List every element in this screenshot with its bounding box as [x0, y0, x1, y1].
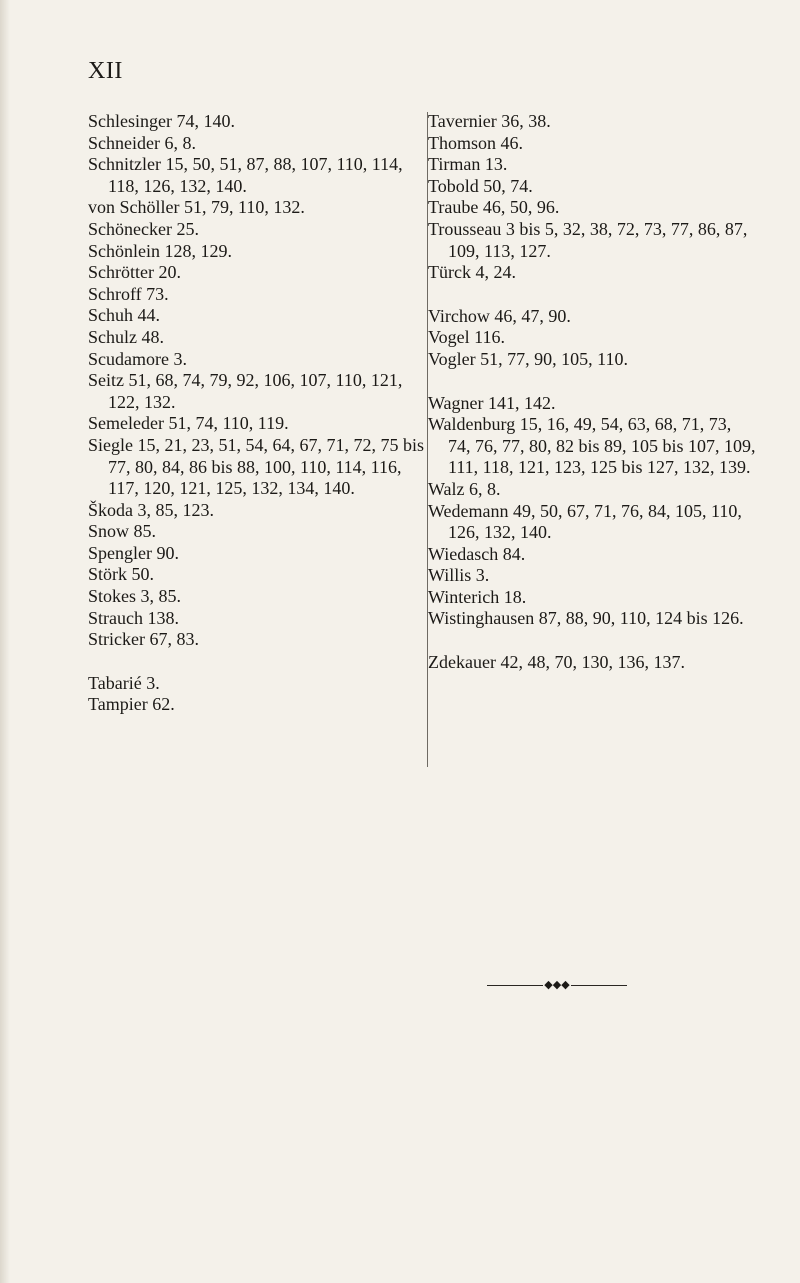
index-entry: Tampier 62.: [88, 694, 175, 715]
index-entry: Škoda 3, 85, 123.: [88, 499, 214, 520]
index-entry: Virchow 46, 47, 90.: [428, 305, 571, 326]
index-entry: Zdekauer 42, 48, 70, 130, 136, 137.: [428, 652, 685, 673]
index-column-right: [428, 111, 758, 674]
index-column-left: [88, 111, 424, 716]
index-entry: Stricker 67, 83.: [88, 629, 199, 650]
index-entry: Schneider 6, 8.: [88, 132, 196, 153]
index-entry: Strauch 138.: [88, 607, 179, 628]
index-entry: Traube 46, 50, 96.: [428, 197, 560, 218]
index-entry: Walz 6, 8.: [428, 478, 501, 499]
ornament-rule-right: [571, 985, 627, 986]
index-entry: Tavernier 36, 38.: [428, 111, 551, 131]
index-entry: Vogel 116.: [428, 327, 506, 348]
index-entry: Spengler 90.: [88, 542, 179, 563]
index-entry: Schnitzler 15, 50, 51, 87, 88, 107, 110, 114, 118, 126, 132, 140.: [88, 154, 403, 196]
index-entry: Tobold 50, 74.: [428, 175, 533, 196]
index-entry: Wiedasch 84.: [428, 543, 526, 564]
index-entry: Schroff 73.: [88, 283, 169, 304]
index-entry: Schlesinger 74, 140.: [88, 111, 235, 131]
index-entry: Türck 4, 24.: [428, 262, 516, 283]
index-entry: Schönlein 128, 129.: [88, 240, 232, 261]
index-entry: Stokes 3, 85.: [88, 586, 182, 607]
index-entry: Schulz 48.: [88, 326, 164, 347]
index-entry: Thomson 46.: [428, 132, 524, 153]
index-entry: Semeleder 51, 74, 110, 119.: [88, 413, 289, 434]
end-ornament: [487, 979, 627, 991]
page-number: XII: [88, 58, 123, 84]
index-entry: Snow 85.: [88, 521, 157, 542]
index-entry: Winterich 18.: [428, 586, 527, 607]
index-entry: von Schöller 51, 79, 110, 132.: [88, 197, 305, 218]
page-binding-shadow: [0, 0, 10, 1283]
index-entry: Scudamore 3.: [88, 348, 187, 369]
index-entry: Wedemann 49, 50, 67, 71, 76, 84, 105, 110, 126, 132, 140.: [428, 500, 742, 543]
index-entry: Wistinghausen 87, 88, 90, 110, 124 bis 126.: [428, 608, 744, 629]
index-entry: Waldenburg 15, 16, 49, 54, 63, 68, 71, 73, 74, 76, 77, 80, 82 bis 89, 105 bis 107, 109, 111, 118, 121, 123, 125 bis 127, 132, 139.: [428, 414, 756, 478]
index-entry: Störk 50.: [88, 564, 155, 585]
index-entry: Siegle 15, 21, 23, 51, 54, 64, 67, 71, 72, 75 bis 77, 80, 84, 86 bis 88, 100, 110, 114, 116, 117, 120, 121, 125, 132, 134, 140.: [88, 434, 424, 499]
index-entry: Vogler 51, 77, 90, 105, 110.: [428, 348, 628, 369]
index-entry: Schuh 44.: [88, 305, 160, 326]
index-entry: Schrötter 20.: [88, 262, 181, 283]
index-entry: Wagner 141, 142.: [428, 392, 556, 413]
ornament-knot-icon: ◆◆◆: [544, 979, 570, 991]
index-entry: Trousseau 3 bis 5, 32, 38, 72, 73, 77, 86, 87, 109, 113, 127.: [428, 218, 748, 261]
index-entry: Tabarié 3.: [88, 672, 160, 693]
index-entry: Schönecker 25.: [88, 218, 199, 239]
index-entry: Willis 3.: [428, 565, 490, 586]
ornament-rule-left: [487, 985, 543, 986]
index-entry: Tirman 13.: [428, 154, 508, 175]
index-entry: Seitz 51, 68, 74, 79, 92, 106, 107, 110, 121, 122, 132.: [88, 370, 403, 412]
